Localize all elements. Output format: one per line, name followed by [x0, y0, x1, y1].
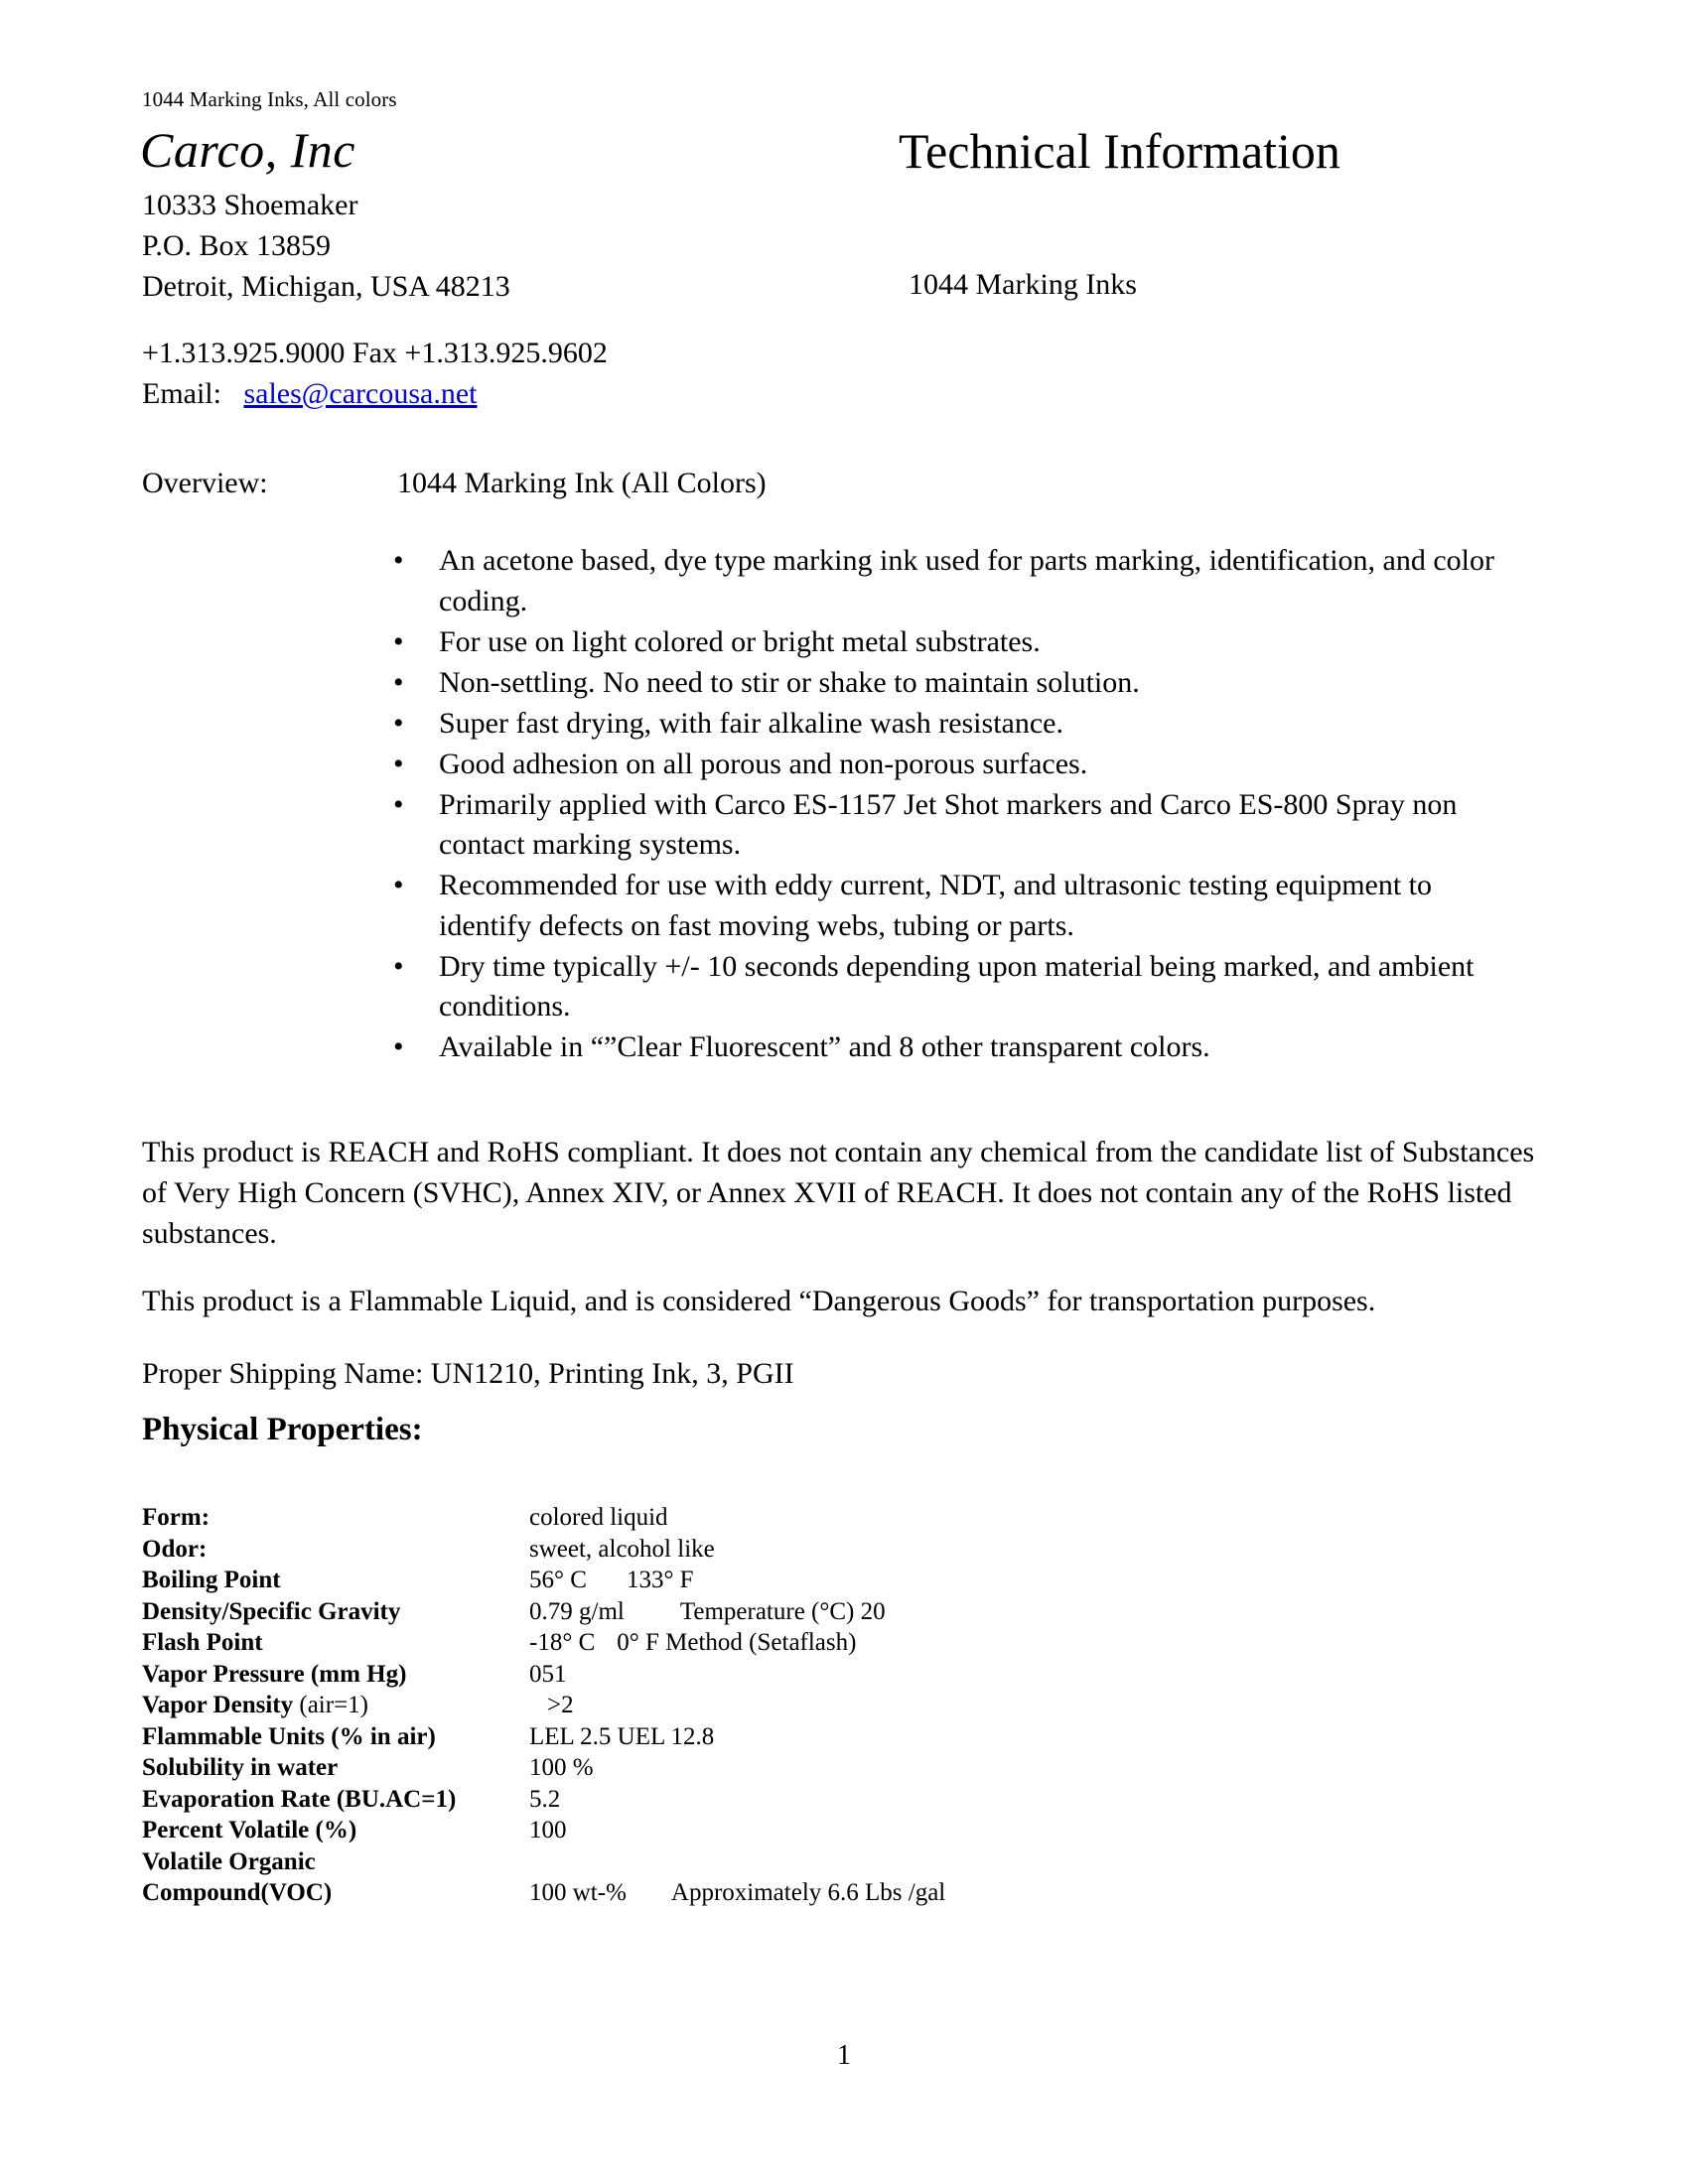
company-address	[142, 185, 510, 307]
bullet-icon: •	[393, 949, 404, 983]
overview-label: Overview:	[142, 467, 268, 499]
list-item-text: Available in “”Clear Fluorescent” and 8 other transparent colors.	[439, 1030, 1210, 1063]
list-item	[387, 622, 1514, 663]
document-header	[0, 0, 1688, 410]
phone-fax-line: +1.313.925.9000 Fax +1.313.925.9602	[142, 337, 608, 369]
property-name	[142, 1690, 529, 1721]
list-item-text: An acetone based, dye type marking ink used for parts marking, identification, and color coding.	[439, 544, 1495, 617]
bullet-icon: •	[393, 624, 404, 658]
company-name: Carco, Inc	[140, 122, 355, 178]
property-value	[529, 1877, 945, 1909]
property-name-bold: Flammable Units (% in air)	[142, 1722, 436, 1750]
bullet-icon: •	[393, 706, 404, 740]
physical-properties-table	[142, 1502, 945, 1909]
list-item	[387, 866, 1514, 946]
property-name	[142, 1784, 529, 1816]
property-value-primary: 56° C	[529, 1567, 587, 1593]
property-value-primary: LEL 2.5 UEL 12.8	[529, 1722, 715, 1750]
property-value-primary: 5.2	[529, 1785, 561, 1813]
reach-compliance-paragraph: This product is REACH and RoHS compliant. It does not contain any chemical from the candidate list of Substances of Very High Concern (SVHC), Annex XIV, or Annex XVII of REACH. It does not contain any of the RoHS listed substances.	[142, 1136, 1535, 1250]
property-name	[142, 1877, 529, 1909]
property-name	[142, 1565, 529, 1596]
property-name-bold: Odor:	[142, 1535, 208, 1563]
property-value	[529, 1565, 945, 1596]
list-item	[387, 704, 1514, 745]
table-row	[142, 1502, 945, 1534]
list-item-text: For use on light colored or bright metal substrates.	[439, 624, 1041, 658]
page-subtitle: 1044 Marking Inks	[909, 268, 1137, 301]
property-value-primary: 051	[529, 1660, 567, 1688]
property-name	[142, 1659, 529, 1691]
email-label: Email:	[142, 377, 221, 410]
property-name	[142, 1721, 529, 1753]
overview-value: 1044 Marking Ink (All Colors)	[397, 467, 767, 499]
property-value	[529, 1752, 945, 1784]
property-value-primary: 100	[529, 1817, 567, 1843]
property-value-primary: 100 wt-%	[529, 1879, 627, 1906]
proper-shipping-name: Proper Shipping Name: UN1210, Printing Ink, 3, PGII	[142, 1357, 794, 1390]
list-item	[387, 947, 1514, 1027]
list-item-text: Good adhesion on all porous and non-porous surfaces.	[439, 747, 1088, 780]
table-row	[142, 1815, 945, 1846]
property-value	[529, 1846, 945, 1878]
address-line-1: 10333 Shoemaker	[142, 189, 358, 221]
property-name-bold: Boiling Point	[142, 1567, 281, 1593]
property-name	[142, 1596, 529, 1628]
property-value-primary: -18° C	[529, 1629, 596, 1656]
list-item	[387, 663, 1514, 704]
property-name	[142, 1815, 529, 1846]
address-line-2: P.O. Box 13859	[142, 229, 332, 262]
property-value-primary: >2	[547, 1692, 574, 1718]
table-row	[142, 1627, 945, 1659]
property-name-bold: Form:	[142, 1504, 211, 1531]
email-row	[142, 373, 608, 414]
bullet-icon: •	[393, 869, 404, 901]
property-name-bold: Evaporation Rate (BU.AC=1)	[142, 1785, 457, 1813]
property-value	[529, 1596, 945, 1628]
bullet-icon: •	[393, 787, 404, 821]
property-value	[529, 1502, 945, 1534]
property-value	[529, 1784, 945, 1816]
property-value	[529, 1659, 945, 1691]
list-item	[387, 1027, 1514, 1068]
page-number: 1	[837, 2040, 851, 2071]
property-value-secondary: 0° F Method (Setaflash)	[617, 1629, 857, 1656]
property-name-bold: Vapor Density	[142, 1692, 300, 1718]
bullet-icon: •	[393, 1030, 404, 1063]
physical-properties-heading: Physical Properties:	[142, 1412, 423, 1447]
list-item	[387, 541, 1514, 621]
bullet-icon: •	[393, 544, 404, 577]
table-row	[142, 1596, 945, 1628]
property-name	[142, 1502, 529, 1534]
list-item-text: Recommended for use with eddy current, NDT, and ultrasonic testing equipment to identify defects on fast moving webs, tubing or parts.	[439, 869, 1433, 942]
table-row	[142, 1846, 945, 1878]
property-value-primary: sweet, alcohol like	[529, 1535, 715, 1563]
table-row	[142, 1690, 945, 1721]
list-item-text: Dry time typically +/- 10 seconds depending upon material being marked, and ambient conditions.	[439, 949, 1475, 1023]
overview-row	[142, 467, 767, 500]
property-value-secondary: Approximately 6.6 Lbs /gal	[670, 1879, 946, 1906]
property-name-bold: Vapor Pressure (mm Hg)	[142, 1660, 407, 1688]
property-value-primary: 0.79 g/ml	[529, 1597, 625, 1625]
property-name	[142, 1627, 529, 1659]
property-value-primary: 100 %	[529, 1754, 594, 1781]
property-name	[142, 1846, 529, 1878]
table-row	[142, 1565, 945, 1596]
table-row	[142, 1659, 945, 1691]
bullet-icon: •	[393, 747, 404, 780]
table-row	[142, 1784, 945, 1816]
table-row	[142, 1721, 945, 1753]
property-value-secondary: Temperature (°C) 20	[679, 1597, 886, 1625]
property-name-plain: (air=1)	[299, 1692, 368, 1718]
document-code-line: 1044 Marking Inks, All colors	[142, 87, 397, 111]
property-name-bold: Percent Volatile (%)	[142, 1817, 357, 1843]
property-value-secondary: 133° F	[626, 1567, 694, 1593]
property-value	[529, 1815, 945, 1846]
property-value	[529, 1721, 945, 1753]
property-value-primary: colored liquid	[529, 1504, 668, 1531]
property-name	[142, 1752, 529, 1784]
page-title: Technical Information	[899, 123, 1340, 179]
list-item-text: Non-settling. No need to stir or shake to maintain solution.	[439, 665, 1140, 699]
property-name-bold: Solubility in water	[142, 1754, 339, 1781]
property-name-bold: Compound(VOC)	[142, 1879, 333, 1906]
list-item-text: Primarily applied with Carco ES-1157 Jet Shot markers and Carco ES-800 Spray non contact marking systems.	[439, 787, 1458, 861]
list-item-text: Super fast drying, with fair alkaline wash resistance.	[439, 706, 1063, 740]
table-row	[142, 1534, 945, 1566]
list-item	[387, 785, 1514, 866]
flammable-liquid-paragraph: This product is a Flammable Liquid, and is considered “Dangerous Goods” for transportation purposes.	[142, 1285, 1376, 1317]
property-value	[529, 1627, 945, 1659]
list-item	[387, 745, 1514, 785]
property-value	[529, 1534, 945, 1566]
address-line-3: Detroit, Michigan, USA 48213	[142, 270, 510, 303]
property-name-bold: Flash Point	[142, 1629, 263, 1656]
property-name-bold: Volatile Organic	[142, 1847, 316, 1875]
property-value	[529, 1690, 945, 1721]
property-name	[142, 1534, 529, 1566]
bullet-icon: •	[393, 665, 404, 699]
property-name-bold: Density/Specific Gravity	[142, 1597, 401, 1625]
contact-block	[142, 333, 608, 414]
overview-bullet-list	[387, 541, 1514, 1068]
table-row	[142, 1752, 945, 1784]
table-row	[142, 1877, 945, 1909]
email-link[interactable]: sales@carcousa.net	[243, 377, 478, 410]
